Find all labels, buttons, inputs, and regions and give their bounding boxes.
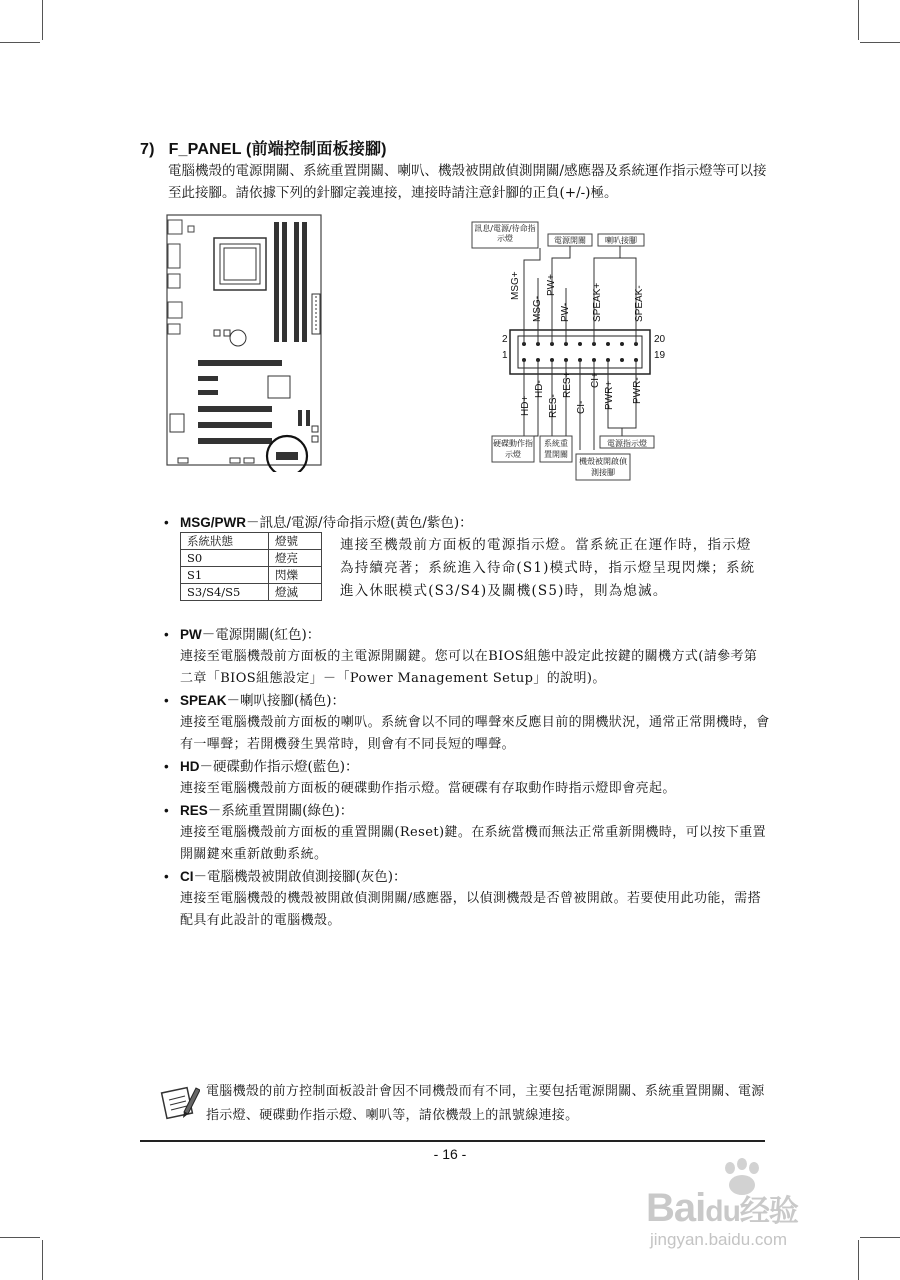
table-row bbox=[181, 567, 322, 584]
bullet-dot: • bbox=[164, 759, 169, 774]
pin-label-speak-plus: SPEAK+ bbox=[592, 282, 603, 322]
table-row bbox=[181, 550, 322, 567]
group-label-power-led: 電源指示燈 bbox=[607, 439, 647, 448]
pin-label-ci-minus: CI- bbox=[576, 400, 587, 414]
table-row bbox=[181, 533, 322, 550]
page-number: - 16 - bbox=[433, 1146, 467, 1162]
crop-mark bbox=[858, 0, 859, 40]
footer-rule bbox=[140, 1140, 765, 1142]
pin-label-pwr-plus: PWR+ bbox=[604, 380, 615, 410]
bullet-dot: • bbox=[164, 627, 169, 642]
led-state-table bbox=[180, 532, 322, 601]
item-body: 連接至電腦機殼前方面板的硬碟動作指示燈。當硬碟有存取動作時指示燈即會亮起。 bbox=[180, 781, 676, 796]
item-name: HD bbox=[180, 759, 200, 774]
item-desc: －訊息/電源/待命指示燈(黃色/紫色)： bbox=[246, 515, 473, 531]
motherboard-figure bbox=[166, 214, 322, 472]
pin-label-ci-plus: CI+ bbox=[590, 372, 601, 388]
crop-mark bbox=[860, 42, 900, 43]
pin-label-msg-plus: MSG+ bbox=[510, 271, 521, 300]
pencil-note-icon bbox=[160, 1082, 200, 1122]
table-cell: 閃爍 bbox=[269, 567, 322, 584]
msg-pwr-heading bbox=[164, 512, 473, 534]
msg-pwr-body: 連接至機殼前方面板的電源指示燈。當系統正在運作時，指示燈為持續亮著；系統進入待命(S1)模式時，指示燈呈現閃爍；系統進入休眠模式(S3/S4)及關機(S5)時，則為熄滅。 bbox=[340, 537, 756, 599]
pin-label-res-plus: RES+ bbox=[562, 371, 573, 398]
pin-number-top-left: 2 bbox=[502, 334, 508, 345]
item-name: PW bbox=[180, 627, 202, 642]
item-desc: －電腦機殼被開啟偵測接腳(灰色)： bbox=[193, 869, 407, 885]
section-heading bbox=[140, 136, 387, 159]
item-name: MSG/PWR bbox=[180, 515, 246, 530]
group-label-chassis-intrusion: 機殼被開啟偵測接腳 bbox=[579, 457, 627, 477]
table-cell: S0 bbox=[181, 550, 269, 567]
section-intro: 電腦機殼的電源開關、系統重置開關、喇叭、機殼被開啟偵測開關/感應器及系統運作指示燈等可以接至此接腳。請依據下列的針腳定義連接，連接時請注意針腳的正負(+/-)極。 bbox=[168, 163, 767, 201]
table-cell: 燈亮 bbox=[269, 550, 322, 567]
pin-number-bottom-right: 19 bbox=[654, 350, 666, 361]
bullet-dot: • bbox=[164, 869, 169, 884]
item-body: 連接至電腦機殼前方面板的重置開關(Reset)鍵。在系統當機而無法正常重新開機時，可以按下重置開關鍵來重新啟動系統。 bbox=[180, 825, 767, 862]
bullet-dot: • bbox=[164, 803, 169, 818]
list-item bbox=[164, 756, 770, 800]
table-cell: S3/S4/S5 bbox=[181, 584, 269, 601]
bullet-dot: • bbox=[164, 515, 169, 530]
item-desc: －硬碟動作指示燈(藍色)： bbox=[199, 759, 359, 775]
item-name: SPEAK bbox=[180, 693, 227, 708]
pinout-diagram bbox=[470, 218, 670, 488]
item-body: 連接至電腦機殼前方面板的喇叭。系統會以不同的嗶聲來反應目前的開機狀況，通常正常開機時，會有一嗶聲；若開機發生異常時，則會有不同長短的嗶聲。 bbox=[180, 715, 770, 752]
bullet-dot: • bbox=[164, 693, 169, 708]
group-label-reset-switch: 系統重置開關 bbox=[544, 439, 568, 459]
item-name: CI bbox=[180, 869, 194, 884]
pin-label-res-minus: RES- bbox=[548, 394, 559, 418]
pin-label-msg-minus: MSG- bbox=[532, 295, 543, 322]
watermark-url: jingyan.baidu.com bbox=[650, 1230, 788, 1249]
list-item bbox=[164, 800, 770, 866]
section-title: F_PANEL (前端控制面板接腳) bbox=[168, 141, 387, 158]
pin-label-pw-plus: PW+ bbox=[546, 274, 557, 296]
watermark-brand2: du bbox=[705, 1195, 740, 1228]
note-text: 電腦機殼的前方控制面板設計會因不同機殼而有不同，主要包括電源開關、系統重置開關、電源指示燈、硬碟動作指示燈、喇叭等，請依機殼上的訊號線連接。 bbox=[206, 1084, 765, 1123]
group-label-msg-pwr: 訊息/電源/待命指示燈 bbox=[474, 224, 536, 243]
crop-mark bbox=[0, 1237, 40, 1238]
crop-mark bbox=[42, 0, 43, 40]
table-row bbox=[181, 584, 322, 601]
pin-label-speak-minus: SPEAK- bbox=[634, 285, 645, 322]
pin-number-top-right: 20 bbox=[654, 334, 666, 345]
baidu-watermark bbox=[646, 1158, 876, 1248]
crop-mark bbox=[42, 1240, 43, 1280]
item-body: 連接至電腦機殼前方面板的主電源開關鍵。您可以在BIOS組態中設定此按鍵的關機方式(請參考第二章「BIOS組態設定」－「Power Management Setup」的說明)。 bbox=[180, 649, 758, 686]
table-header-cell: 系統狀態 bbox=[181, 533, 269, 550]
list-item bbox=[164, 624, 770, 690]
pin-label-hd-plus: HD+ bbox=[520, 395, 531, 416]
item-desc: －喇叭接腳(橘色)： bbox=[226, 693, 346, 709]
group-label-hdd-led: 硬碟動作指示燈 bbox=[493, 439, 533, 459]
table-cell: 燈滅 bbox=[269, 584, 322, 601]
section-number: 7) bbox=[140, 141, 155, 158]
table-header-cell: 燈號 bbox=[269, 533, 322, 550]
item-desc: －系統重置開關(綠色)： bbox=[207, 803, 354, 819]
item-desc: －電源開關(紅色)： bbox=[201, 627, 321, 643]
table-cell: S1 bbox=[181, 567, 269, 584]
crop-mark bbox=[0, 42, 40, 43]
item-body: 連接至電腦機殼的機殼被開啟偵測開關/感應器，以偵測機殼是否曾被開啟。若要使用此功能，需搭配具有此設計的電腦機殼。 bbox=[180, 891, 761, 928]
list-item bbox=[164, 866, 770, 932]
item-name: RES bbox=[180, 803, 208, 818]
pin-label-pw-minus: PW- bbox=[560, 302, 571, 322]
group-label-power-switch: 電源開關 bbox=[554, 236, 586, 245]
watermark-brand: Bai bbox=[646, 1186, 706, 1230]
pin-number-bottom-left: 1 bbox=[502, 350, 508, 361]
pin-label-pwr-minus: PWR- bbox=[632, 377, 643, 404]
list-item bbox=[164, 690, 770, 756]
item-list bbox=[164, 624, 770, 932]
pin-label-hd-minus: HD- bbox=[534, 380, 545, 398]
group-label-speaker: 喇叭接腳 bbox=[605, 236, 637, 245]
watermark-suffix: 经验 bbox=[739, 1194, 798, 1229]
